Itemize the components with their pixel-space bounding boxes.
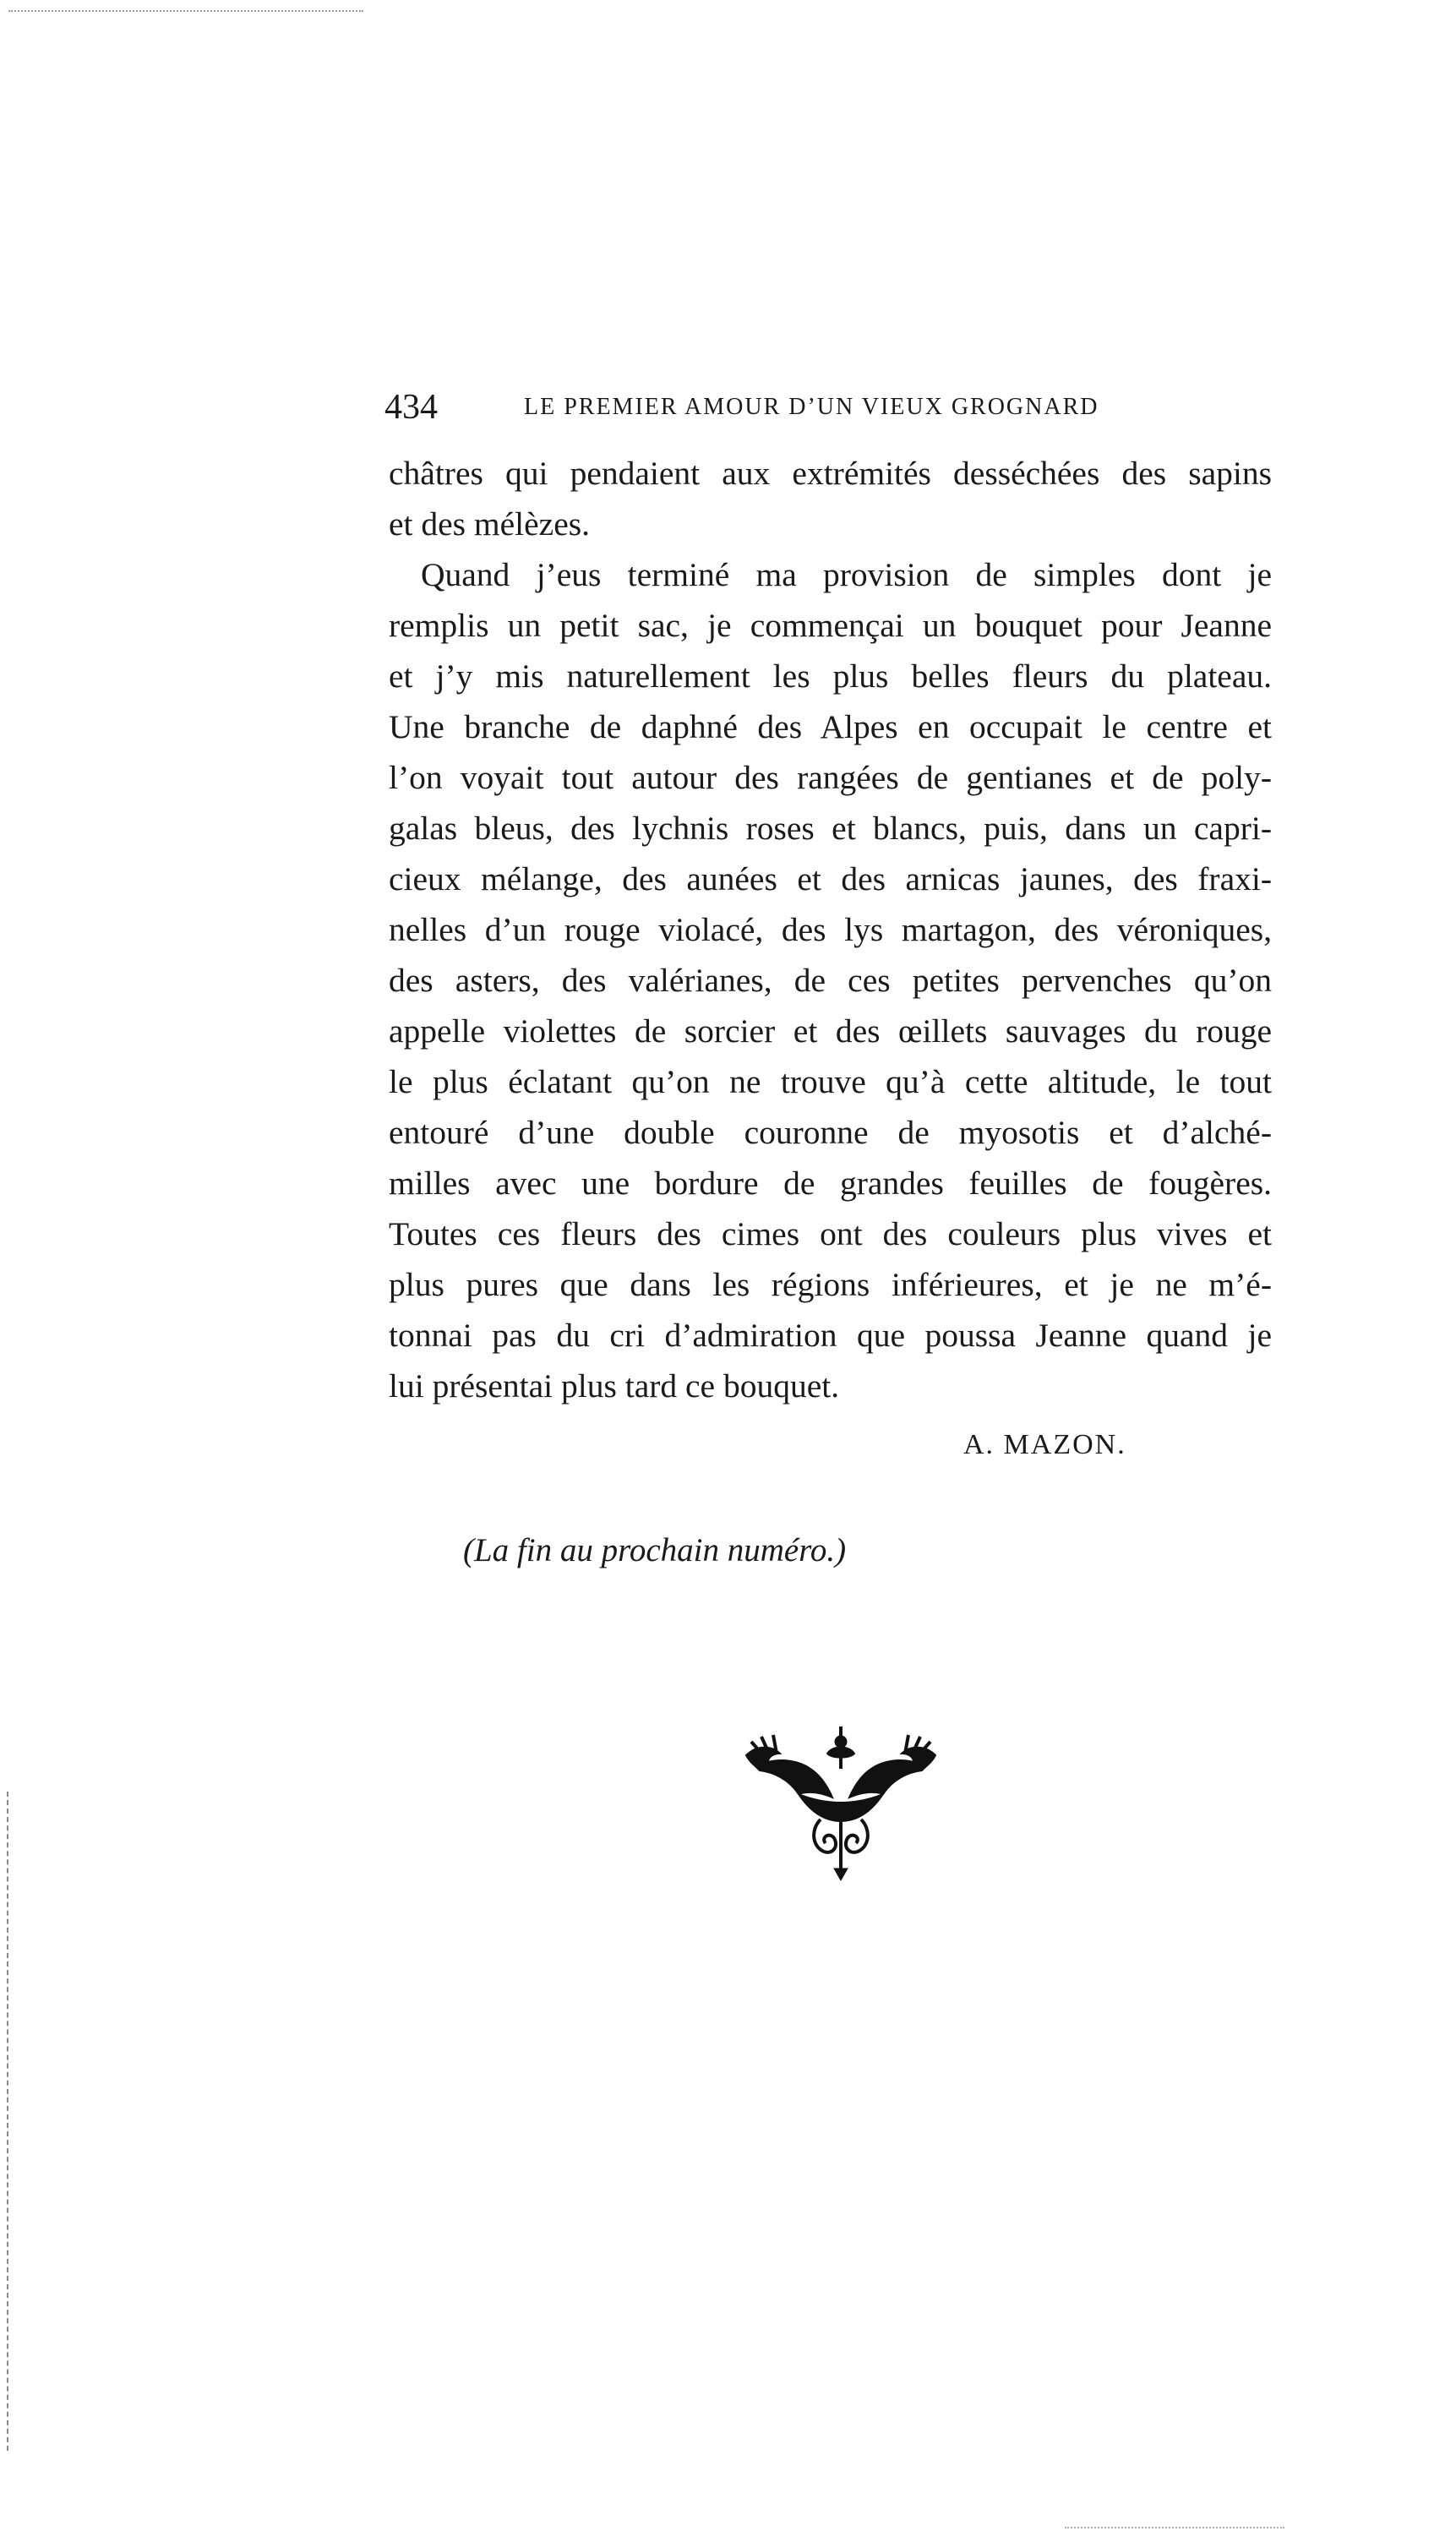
text-line: galas bleus, des lychnis roses et blancs, puis, dans un capri- xyxy=(389,810,1272,847)
continuation-note: (La fin au prochain numéro.) xyxy=(463,1532,847,1568)
text-line: l’on voyait tout autour des rangées de gentianes et de poly- xyxy=(389,759,1272,796)
text-line: entouré d’une double couronne de myosotis et d’alché- xyxy=(389,1114,1272,1151)
winged-griffin-vignette-icon xyxy=(739,1720,942,1885)
text-line: le plus éclatant qu’on ne trouve qu’à cette altitude, le tout xyxy=(389,1063,1272,1100)
text-line: nelles d’un rouge violacé, des lys martagon, des véroniques, xyxy=(389,911,1272,948)
text-line: cieux mélange, des aunées et des arnicas jaunes, des fraxi- xyxy=(389,860,1272,897)
text-line: Quand j’eus terminé ma provision de simples dont je xyxy=(421,556,1272,593)
text-line: Toutes ces fleurs des cimes ont des couleurs plus vives et xyxy=(389,1215,1272,1252)
text-line: lui présentai plus tard ce bouquet. xyxy=(389,1367,840,1405)
text-line: remplis un petit sac, je commençai un bouquet pour Jeanne xyxy=(389,607,1272,644)
text-line: appelle violettes de sorcier et des œillets sauvages du rouge xyxy=(389,1012,1272,1050)
scan-edge-mark-left xyxy=(7,1792,8,2451)
page-header xyxy=(384,382,1128,433)
body-text xyxy=(389,448,1272,1411)
text-line: et j’y mis naturellement les plus belles fleurs du plateau. xyxy=(389,657,1272,695)
running-title: LE PREMIER AMOUR D’UN VIEUX GROGNARD xyxy=(524,394,1099,420)
author-signature: A. MAZON. xyxy=(963,1429,1126,1460)
scan-edge-mark-bottom xyxy=(1065,2527,1284,2528)
text-line: plus pures que dans les régions inférieures, et je ne m’é- xyxy=(389,1266,1272,1303)
text-line: tonnai pas du cri d’admiration que poussa Jeanne quand je xyxy=(389,1317,1272,1354)
text-line: et des mélèzes. xyxy=(389,505,590,543)
scan-edge-mark-top xyxy=(8,10,363,12)
text-line: des asters, des valérianes, de ces petites pervenches qu’on xyxy=(389,962,1272,999)
text-line: Une branche de daphné des Alpes en occupait le centre et xyxy=(389,708,1272,745)
text-line: milles avec une bordure de grandes feuilles de fougères. xyxy=(389,1165,1272,1202)
text-line: châtres qui pendaient aux extrémités desséchées des sapins xyxy=(389,455,1272,492)
page-number: 434 xyxy=(384,388,438,427)
